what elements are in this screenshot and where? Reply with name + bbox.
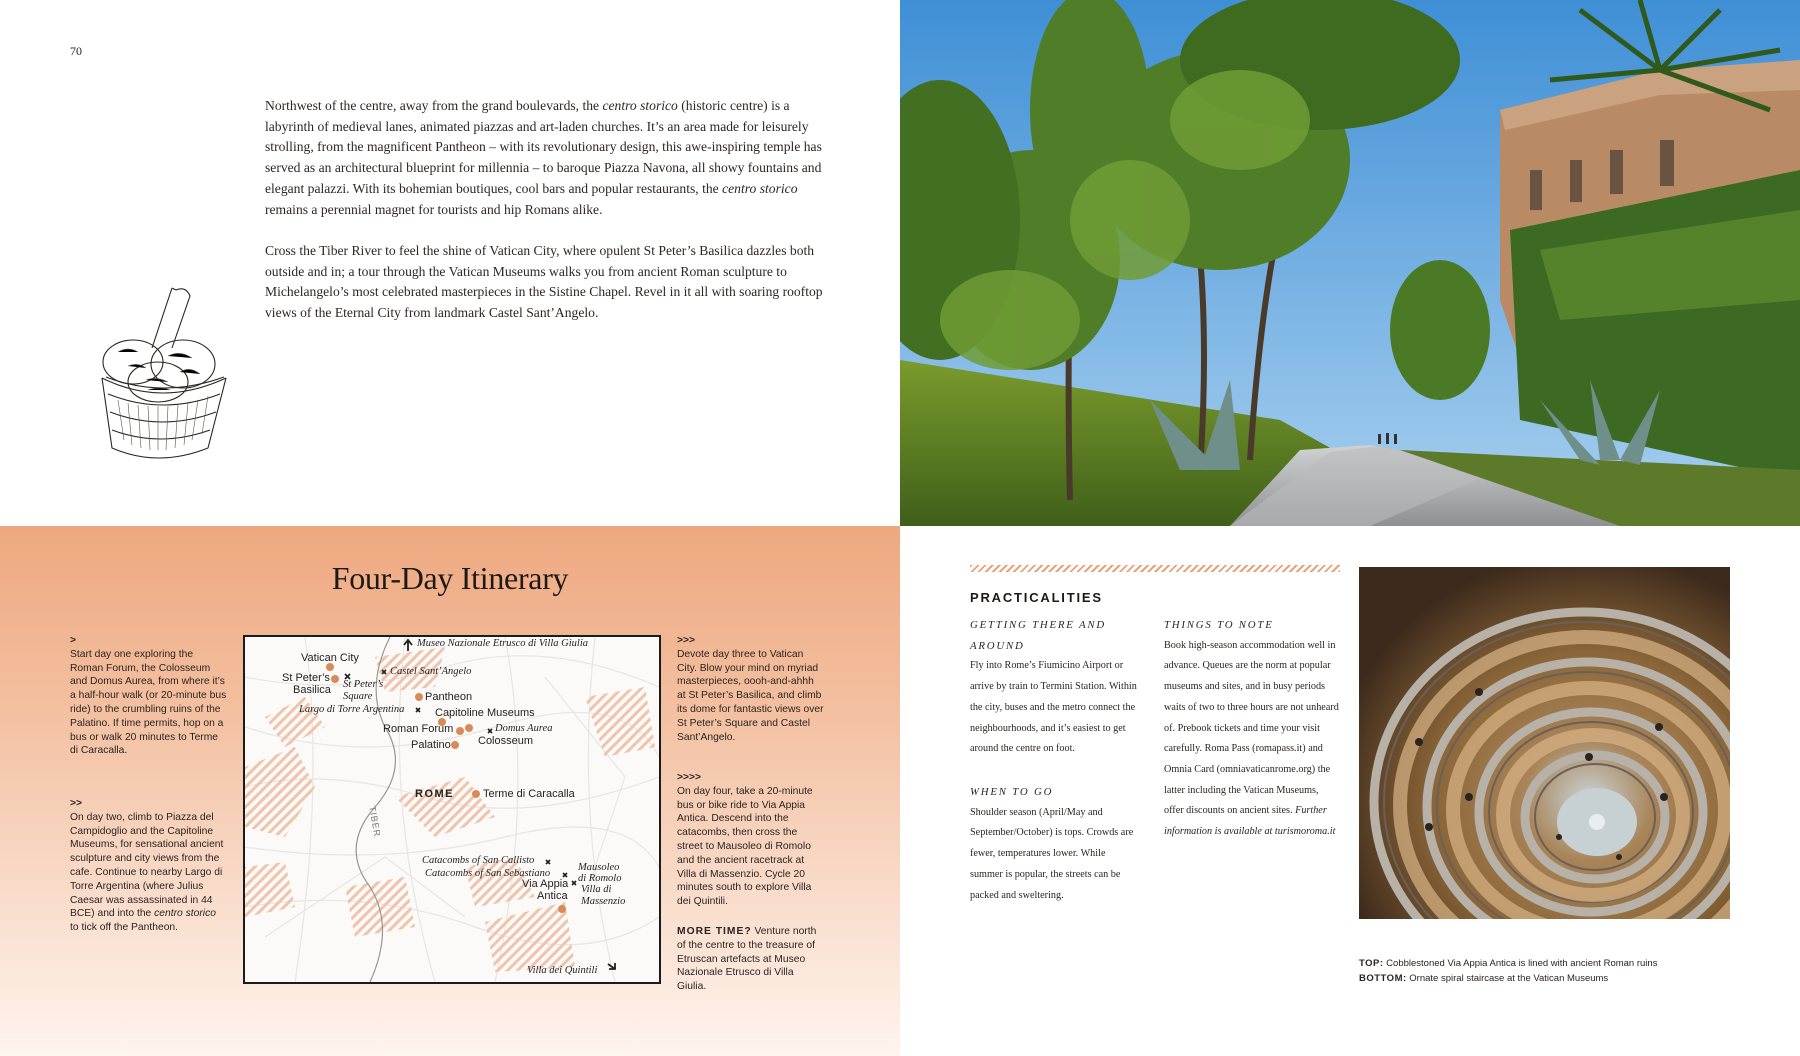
map-label-appia-1: Via Appia <box>522 878 569 890</box>
map-label-stpeters-basilica-1: St Peter’s <box>282 672 330 684</box>
map-label-pantheon: Pantheon <box>425 691 473 703</box>
itinerary-day-one <box>70 634 227 758</box>
map-label-massenzio-1: Villa di <box>581 884 612 895</box>
map-label-forum: Roman Forum <box>383 723 454 735</box>
photo-spiral-staircase <box>1359 567 1730 919</box>
caption-top-label: TOP: <box>1359 958 1384 969</box>
map-label-mausoleo-1: Mausoleo <box>578 862 620 873</box>
map-label-terme: Terme di Caracalla <box>483 788 575 800</box>
map-label-castel: Castel Sant’Angelo <box>390 666 472 677</box>
map-label-quintili: Villa dei Quintili <box>527 965 598 976</box>
caption-bottom-label: BOTTOM: <box>1359 973 1407 984</box>
day-two-italic: centro storico <box>154 908 216 920</box>
itinerary-day-four <box>677 771 825 909</box>
photo-captions <box>1359 956 1657 986</box>
photo-via-appia-antica <box>900 0 1800 526</box>
gelato-cup-illustration <box>88 282 236 472</box>
terme-dot <box>472 790 480 798</box>
itinerary-title: Four-Day Itinerary <box>331 560 569 596</box>
stpeters-dot <box>331 675 339 683</box>
more-time-label: MORE TIME? <box>677 926 752 937</box>
when-to-go-heading: WHEN TO GO <box>970 786 1054 798</box>
intro-p1-italic: centro storico <box>602 98 678 113</box>
forum-dot <box>456 727 464 735</box>
things-to-note-text <box>1164 636 1339 843</box>
day-three-text: Devote day three to Vatican City. Blow your mind on myriad masterpieces, oooh-and-ahhh at St Peter’s Basilica, and climb its dome for fantastic views over St Peter’s Square and Castel Sant’Angelo. <box>677 648 824 743</box>
palatino-dot <box>451 741 459 749</box>
caption-top <box>1359 956 1657 971</box>
map-label-domus: Domus Aurea <box>495 723 553 734</box>
colosseum-dot <box>465 724 473 732</box>
intro-paragraph-1 <box>265 96 830 220</box>
map-label-stpeters-square-2: Square <box>343 691 373 702</box>
day-one-marker: > <box>70 635 77 646</box>
itinerary-day-three <box>677 634 825 744</box>
itinerary-more-time <box>677 925 825 994</box>
day-three-marker: >>> <box>677 635 696 646</box>
things-to-note-italic: Further information is available at turismoroma.it <box>1164 805 1336 838</box>
intro-p1-text: (historic centre) is a labyrinth of medieval lanes, animated piazzas and art-laden churches. It’s an area made for leisurely strolling, from the magnificent Pantheon – with its revolutionary design, this awe-inspiring temple has served as an architectural blueprint for millennia – to baroque Piazza Navona, all showy fountains and elegant palazzi. With its bohemian boutiques, cool bars and popular restaurants, the <box>265 98 822 196</box>
when-to-go-text: Shoulder season (April/May and September/October) is tops. Crowds are fewer, temperatures lower. While summer is popular, the streets can be packed and sweltering. <box>970 806 1134 901</box>
intro-paragraph-2: Cross the Tiber River to feel the shine of Vatican City, where opulent St Peter’s Basilica dazzles both outside and in; a tour through the Vatican Museums walks you from ancient Roman sculpture to Michelangelo’s most celebrated masterpieces in the Sistine Chapel. Revel in it all with soaring rooftop views of the Eternal City from landmark Castel Sant’Angelo. <box>265 243 823 321</box>
caption-bottom <box>1359 971 1657 986</box>
map-label-rome: ROME <box>415 788 454 800</box>
sebastiano-dot <box>558 905 566 913</box>
map-label-stpeters-basilica-2: Basilica <box>293 684 331 696</box>
things-to-note-body: Book high-season accommodation well in advance. Queues are the norm at popular museums and sites, and in busy periods waits of two to three hours are not unheard of. Prebook tickets and time your visit carefully. Roma Pass (romapass.it) and Omnia Card (omniavaticanrome.org) the latter including the Vatican Museums, offer discounts on ancient sites. <box>1164 639 1339 817</box>
map-label-palatino: Palatino <box>411 739 451 751</box>
map-label-appia-2: Antica <box>537 890 568 902</box>
map-label-massenzio-2: Massenzio <box>581 896 626 907</box>
intro-p1-italic: centro storico <box>722 180 798 196</box>
pantheon-dot <box>415 693 423 701</box>
day-two-marker: >> <box>70 798 83 809</box>
more-time-text: Venture north of the centre to the treasure of Etruscan artefacts at Museo Nazionale Etrusco di Villa Giulia. <box>677 926 817 993</box>
day-four-text: On day four, take a 20-minute bus or bike ride to Via Appia Antica. Descend into the catacombs, then cross the street to Mausoleo di Romolo and the ancient racetrack at Villa di Massenzio. Cycle 20 minutes south to explore Villa dei Quintili. <box>677 785 813 908</box>
map-label-vatican: Vatican City <box>301 652 359 664</box>
map-label-tiber: TIBER <box>367 805 383 838</box>
via-appia-photo-image <box>900 0 1800 526</box>
map-label-colosseum: Colosseum <box>478 735 534 747</box>
map-label-museo: Museo Nazionale Etrusco di Villa Giulia <box>417 638 589 649</box>
day-four-marker: >>>> <box>677 772 702 783</box>
day-one-text: Start day one exploring the Roman Forum, the Colosseum and Domus Aurea, from where it’s a half-hour walk (or 20-minute bus ride) to the crumbling ruins of the Palatino. If time permits, hop on a bus or walk 20 minutes to Terme di Caracalla. <box>70 648 227 757</box>
getting-there-section <box>970 615 1140 760</box>
getting-there-text: Fly into Rome’s Fiumicino Airport or arrive by train to Termini Station. Within the city, buses and the metro connect the neighbourhoods, and it’s easiest to get around the centre on foot. <box>970 660 1137 755</box>
map-label-largo: Largo di Torre Argentina <box>299 704 405 715</box>
getting-there-heading: GETTING THERE AND AROUND <box>970 619 1106 652</box>
itinerary-day-two <box>70 797 227 935</box>
map-label-sebastiano: Catacombs of San Sebastiano <box>425 868 551 879</box>
caption-bottom-text: Ornate spiral staircase at the Vatican Museums <box>1406 973 1609 984</box>
things-to-note-heading: THINGS TO NOTE <box>1164 619 1274 631</box>
intro-p1-text: remains a perennial magnet for tourists and hip Romans alike. <box>265 201 603 217</box>
spiral-staircase-image <box>1359 567 1730 919</box>
intro-p1-text: Northwest of the centre, away from the grand boulevards, the <box>265 98 603 113</box>
decorative-stripe <box>970 565 1340 572</box>
things-to-note-section <box>1164 615 1339 843</box>
caption-top-text: Cobblestoned Via Appia Antica is lined with ancient Roman ruins <box>1383 958 1658 969</box>
map-label-callisto: Catacombs of San Callisto <box>422 855 535 866</box>
page-number: 70 <box>70 44 82 58</box>
vatican-dot <box>326 663 334 671</box>
rome-itinerary-map <box>243 635 661 984</box>
map-label-mausoleo-2: di Romolo <box>578 873 622 884</box>
practicalities-title: PRACTICALITIES <box>970 590 1103 605</box>
map-label-capitoline: Capitoline Museums <box>435 707 535 719</box>
day-two-text: On day two, climb to Piazza del Campidoglio and the Capitoline Museums, for sensational ancient sculpture and city views from the cafe. Continue to nearby Largo di Torre Argentina (where Julius Caesar was assassinated in 44 BCE) and into the <box>70 811 224 920</box>
day-two-text-end: to tick off the Pantheon. <box>70 922 179 934</box>
when-to-go-section <box>970 782 1140 906</box>
map-label-stpeters-square-1: St Peter’s <box>343 679 384 690</box>
